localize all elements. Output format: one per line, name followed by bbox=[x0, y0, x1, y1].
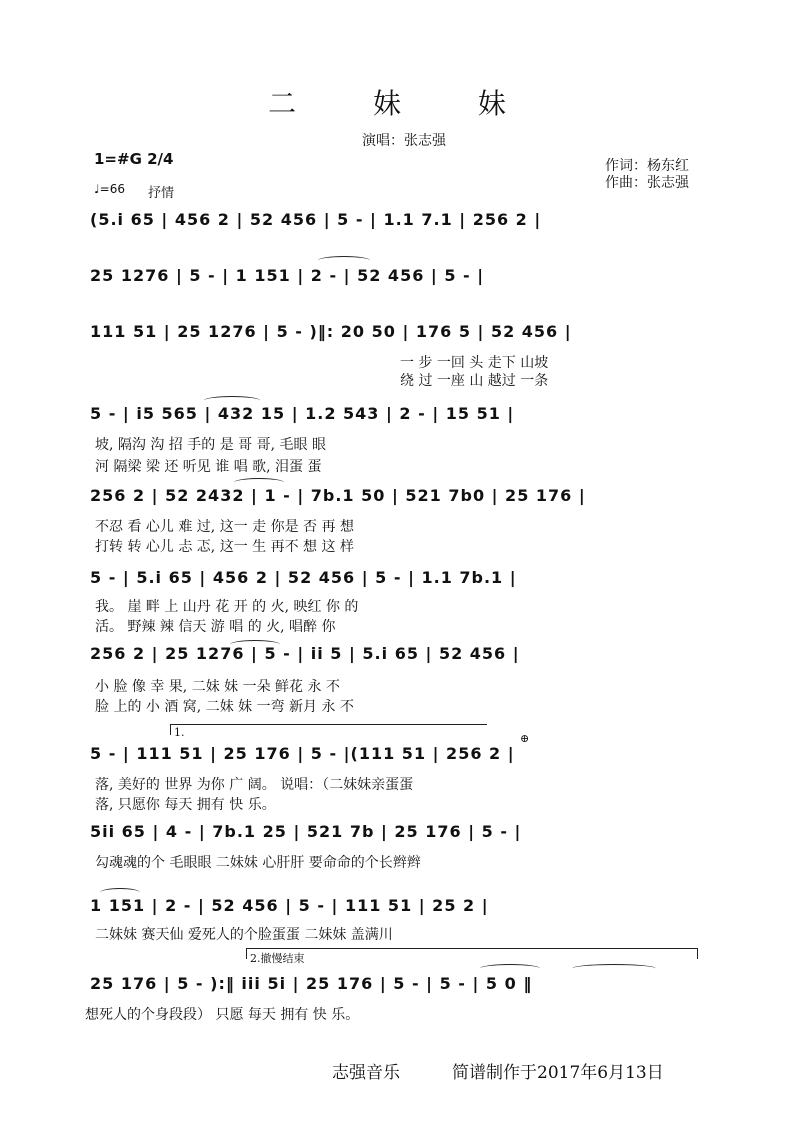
coda-sign: ⊕ bbox=[520, 732, 530, 745]
slur bbox=[204, 396, 260, 405]
lyric-row-9: 勾魂魂的个 毛眼眼 二妹妹 心肝肝 要命命的个长辫辫 bbox=[95, 855, 421, 871]
notation-row-6: 5 - | 5.i 65 | 456 2 | 52 456 | 5 - | 1.1 7b.1 | bbox=[90, 568, 517, 587]
lyric-row-8-verse-1: 落, 美好的 世界 为你 广 阔。 说唱：（二妹妹亲蛋蛋 bbox=[95, 777, 414, 793]
lyric-row-4-verse-1: 坡, 隔沟 沟 招 手的 是 哥 哥, 毛眼 眼 bbox=[95, 437, 326, 453]
singer-credit: 演唱：张志强 bbox=[362, 133, 446, 149]
notation-row-1: (5.i 65 | 456 2 | 52 456 | 5 - | 1.1 7.1 | 256 2 | bbox=[90, 210, 542, 229]
slur bbox=[230, 640, 280, 649]
key-signature: 1=#G 2/4 bbox=[94, 150, 174, 168]
notation-row-8: 5 - | 111 51 | 25 176 | 5 - |(111 51 | 256 2 | bbox=[90, 744, 515, 763]
tempo-mark: ♩=66 bbox=[94, 182, 125, 196]
mood-mark: 抒情 bbox=[148, 186, 175, 201]
volta-bracket-2 bbox=[246, 948, 698, 959]
lyric-row-8-verse-2: 落, 只愿你 每天 拥有 快 乐。 bbox=[95, 797, 276, 813]
notation-row-5: 256 2 | 52 2432 | 1 - | 7b.1 50 | 521 7b0 | 25 176 | bbox=[90, 486, 586, 505]
lyric-row-7-verse-2: 脸 上的 小 酒 窝, 二妹 妹 一弯 新月 永 不 bbox=[95, 699, 354, 715]
composer-credit: 作曲：张志强 bbox=[605, 175, 689, 191]
lyric-row-11: 想死人的个身段段） 只愿 每天 拥有 快 乐。 bbox=[85, 1007, 360, 1023]
song-title: 二 妹 妹 bbox=[268, 87, 540, 120]
notation-row-2: 25 1276 | 5 - | 1 151 | 2 - | 52 456 | 5 - | bbox=[90, 266, 485, 285]
notation-row-3: 111 51 | 25 1276 | 5 - )‖: 20 50 | 176 5 | 52 456 | bbox=[90, 322, 572, 341]
slur bbox=[318, 256, 370, 265]
volta-2-label: 2.撤慢结束 bbox=[250, 952, 305, 965]
volta-bracket-1 bbox=[170, 724, 487, 735]
notation-row-7: 256 2 | 25 1276 | 5 - | ii 5 | 5.i 65 | 52 456 | bbox=[90, 644, 520, 663]
footer-date: 简谱制作于2017年6月13日 bbox=[452, 1063, 664, 1083]
lyric-row-5-verse-1: 不忍 看 心儿 难 过, 这一 走 你是 否 再 想 bbox=[95, 519, 354, 535]
lyric-row-4-verse-2: 河 隔梁 梁 还 听见 谁 唱 歌, 泪蛋 蛋 bbox=[95, 459, 322, 475]
lyric-row-10: 二妹妹 赛天仙 爱死人的个脸蛋蛋 二妹妹 盖满川 bbox=[95, 927, 393, 943]
volta-1-label: 1. bbox=[174, 726, 185, 739]
slur bbox=[100, 888, 140, 897]
lyric-row-6-verse-1: 我。 崖 畔 上 山丹 花 开 的 火, 映红 你 的 bbox=[95, 599, 359, 615]
notation-row-10: 1 151 | 2 - | 52 456 | 5 - | 111 51 | 25 2 | bbox=[90, 896, 489, 915]
lyric-row-7-verse-1: 小 脸 像 幸 果, 二妹 妹 一朵 鲜花 永 不 bbox=[95, 679, 340, 695]
slur bbox=[234, 478, 284, 487]
notation-row-11: 25 176 | 5 - ):‖ iii 5i | 25 176 | 5 - | 5 - | 5 0 ‖ bbox=[90, 974, 533, 993]
lyric-row-3-verse-1: 一 步 一回 头 走下 山坡 bbox=[400, 355, 549, 371]
lyric-row-6-verse-2: 活。 野辣 辣 信天 游 唱 的 火, 唱醉 你 bbox=[95, 619, 336, 635]
notation-row-9: 5ii 65 | 4 - | 7b.1 25 | 521 7b | 25 176 | 5 - | bbox=[90, 822, 522, 841]
lyric-row-3-verse-2: 绕 过 一座 山 越过 一条 bbox=[400, 373, 549, 389]
footer-brand: 志强音乐 bbox=[332, 1063, 400, 1083]
notation-row-4: 5 - | i5 565 | 432 15 | 1.2 543 | 2 - | 15 51 | bbox=[90, 404, 515, 423]
slur bbox=[572, 964, 656, 973]
slur bbox=[480, 964, 540, 973]
lyric-row-5-verse-2: 打转 转 心儿 忐 忑, 这一 生 再不 想 这 样 bbox=[95, 539, 354, 555]
lyricist-credit: 作词：杨东红 bbox=[605, 158, 689, 174]
